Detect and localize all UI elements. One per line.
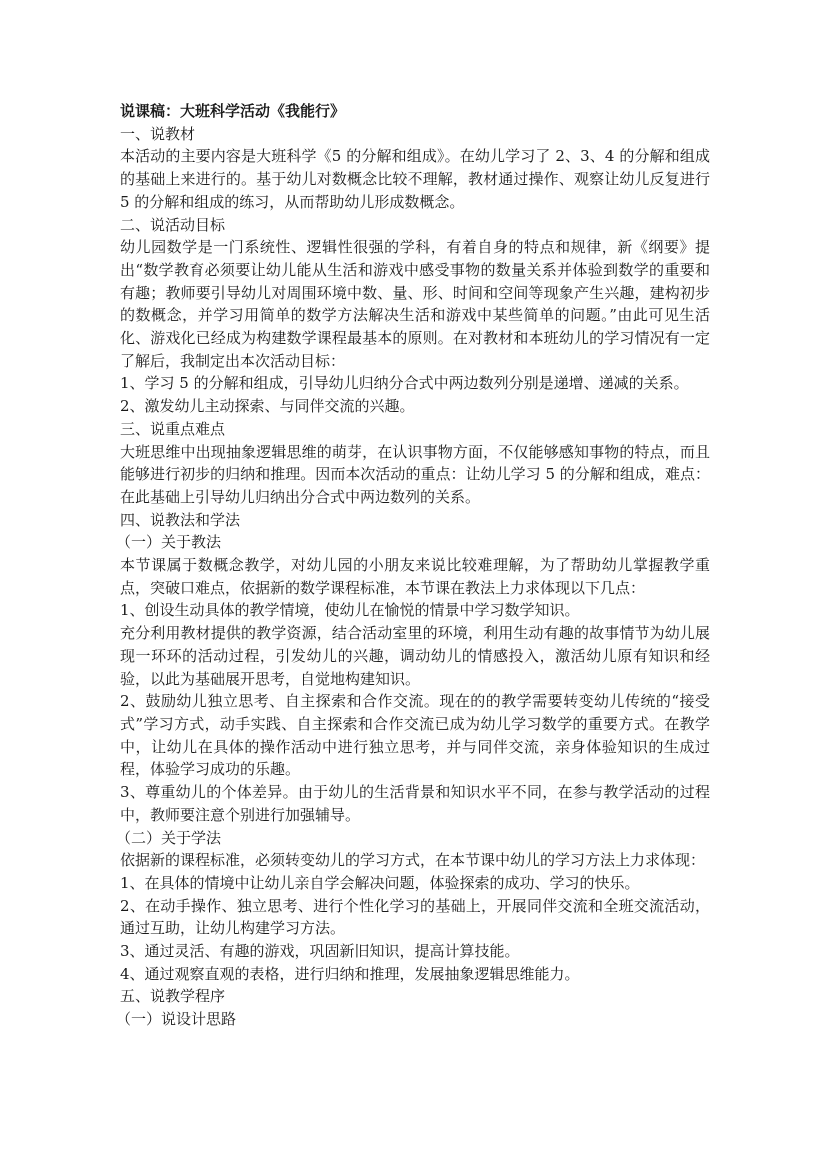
body-paragraph: 3、尊重幼儿的个体差异。由于幼儿的生活背景和知识水平不同，在参与教学活动的过程中，教师要注意个别进行加强辅导。 (120, 783, 710, 824)
subsection-heading: （一）关于教法 (116, 533, 222, 552)
body-paragraph: 幼儿园数学是一门系统性、逻辑性很强的学科，有着自身的特点和规律，新《纲要》提出“数学教育必须要让幼儿能从生活和游戏中感受事物的数量关系并体验到数学的重要和有趣；教师要引导幼儿对周围环境中数、量、形、时间和空间等现象产生兴趣，建构初步的数概念，并学习用简单的数学方法解决生活和游戏中某些简单的问题。”由此可见生活化、游戏化已经成为构建数学课程最基本的原则。在对教材和本班幼儿的学习情况有一定了解后，我制定出本次活动目标： (120, 238, 710, 370)
section-heading: 三、说重点难点 (120, 419, 226, 438)
subsection-heading: （二）关于学法 (116, 828, 222, 847)
body-paragraph: 3、通过灵活、有趣的游戏，巩固新旧知识，提高计算技能。 (120, 942, 520, 961)
body-paragraph: 1、在具体的情境中让幼儿亲自学会解决问题，体验探索的成功、学习的快乐。 (120, 873, 640, 892)
section-heading: 二、说活动目标 (120, 215, 226, 234)
body-paragraph: 本活动的主要内容是大班科学《5 的分解和组成》。在幼儿学习了 2、3、4 的分解和组成的基础上来进行的。基于幼儿对数概念比较不理解，教材通过操作、观察让幼儿反复进行 5 的分解和组成的练习，从而帮助幼儿形成数概念。 (120, 147, 710, 211)
body-paragraph: 依据新的课程标准，必须转变幼儿的学习方式，在本节课中幼儿的学习方法上力求体现： (120, 851, 706, 870)
body-paragraph: 2、在动手操作、独立思考、进行个性化学习的基础上，开展同伴交流和全班交流活动，通过互助，让幼儿构建学习方法。 (120, 896, 710, 938)
section-heading: 四、说教法和学法 (120, 510, 241, 529)
body-paragraph: 本节课属于数概念教学，对幼儿园的小朋友来说比较难理解，为了帮助幼儿掌握教学重点，突破口难点，依据新的数学课程标准，本节课在教法上力求体现以下几点： (120, 556, 710, 597)
body-paragraph: 大班思维中出现抽象逻辑思维的萌芽，在认识事物方面，不仅能够感知事物的特点，而且能够进行初步的归纳和推理。因而本次活动的重点：让幼儿学习 5 的分解和组成，难点：在此基础上引导幼儿归纳出分合式中两边数列的关系。 (120, 442, 710, 506)
document-body (116, 123, 710, 1031)
body-paragraph: 1、创设生动具体的教学情境，使幼儿在愉悦的情景中学习数学知识。 (120, 601, 580, 620)
subsection-heading: （一）说设计思路 (116, 1010, 237, 1029)
body-paragraph: 2、激发幼儿主动探索、与同伴交流的兴趣。 (120, 397, 415, 416)
document-page (116, 100, 710, 1031)
body-paragraph: 1、学习 5 的分解和组成，引导幼儿归纳分合式中两边数列分别是递增、递减的关系。 (120, 374, 689, 393)
body-paragraph: 4、通过观察直观的表格，进行归纳和推理，发展抽象逻辑思维能力。 (120, 964, 580, 983)
body-paragraph: 2、鼓励幼儿独立思考、自主探索和合作交流。现在的的教学需要转变幼儿传统的“接受式”学习方式，动手实践、自主探索和合作交流已成为幼儿学习数学的重要方式。在教学中，让幼儿在具体的操作活动中进行独立思考，并与同伴交流，亲身体验知识的生成过程，体验学习成功的乐趣。 (120, 692, 710, 779)
section-heading: 五、说教学程序 (120, 987, 226, 1006)
body-paragraph: 充分利用教材提供的教学资源，结合活动室里的环境，利用生动有趣的故事情节为幼儿展现一环环的活动过程，引发幼儿的兴趣，调动幼儿的情感投入，激活幼儿原有知识和经验，以此为基础展开思考，自觉地构建知识。 (120, 624, 710, 688)
document-title: 说课稿：大班科学活动《我能行》 (120, 102, 346, 120)
section-heading: 一、说教材 (120, 124, 196, 143)
